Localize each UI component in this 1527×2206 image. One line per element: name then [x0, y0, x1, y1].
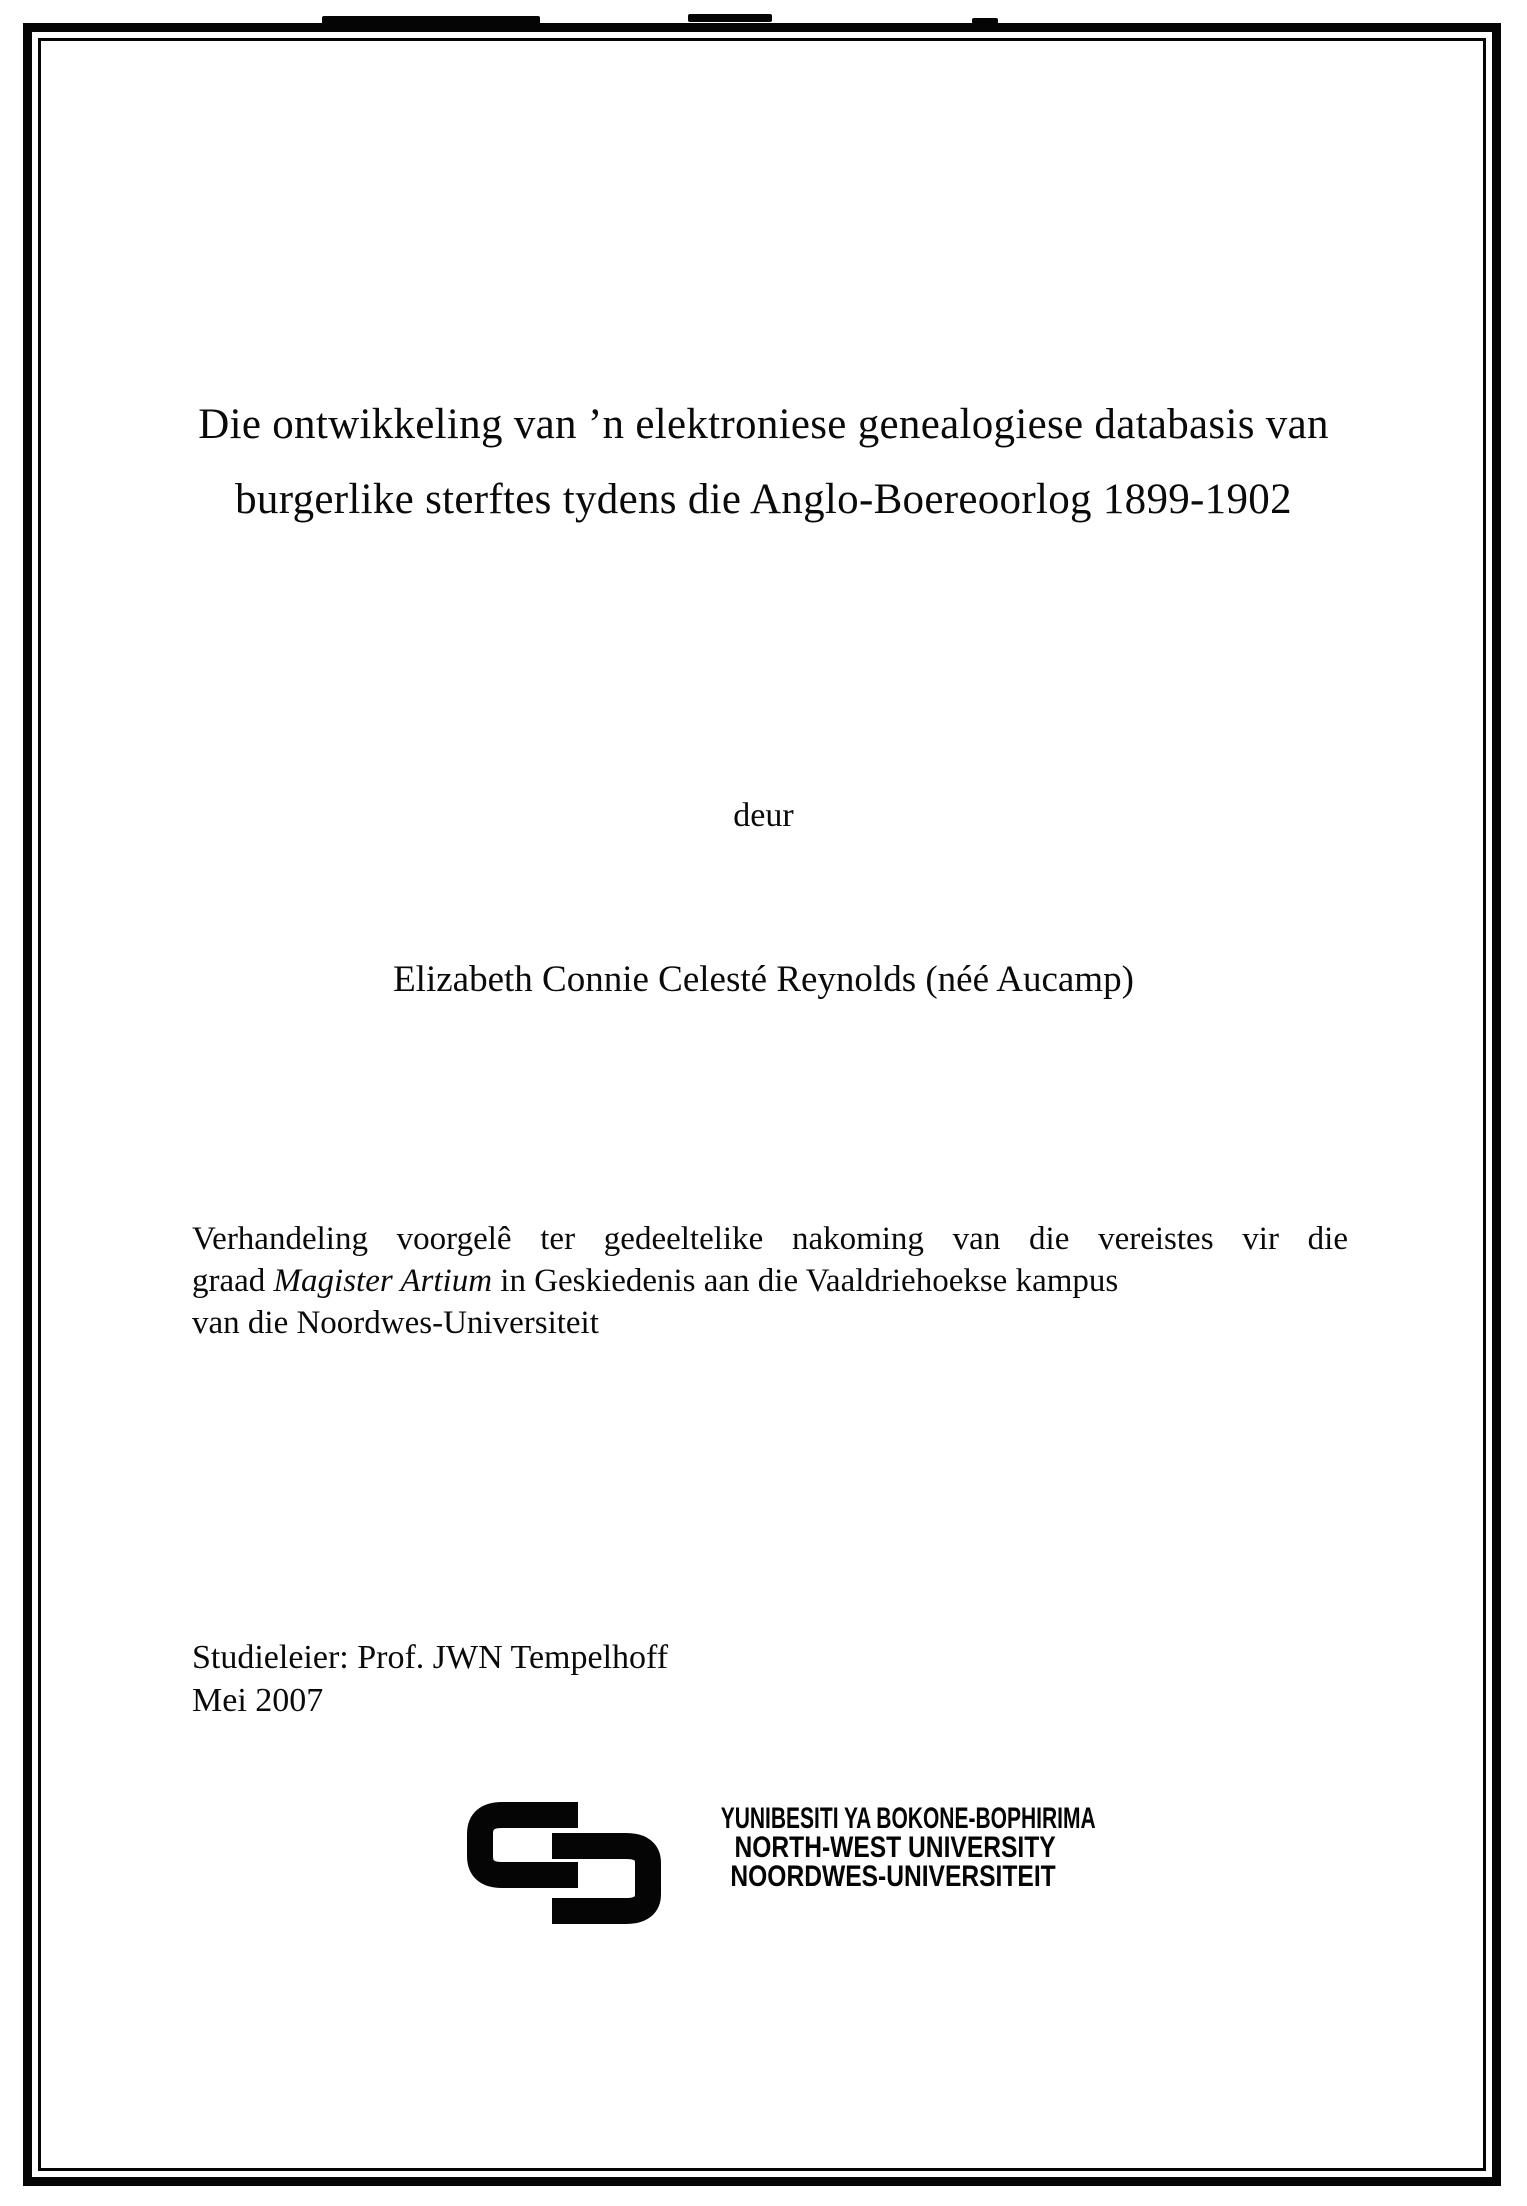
author-name: Elizabeth Connie Celesté Reynolds (néé Aucamp) [393, 959, 1134, 1000]
thesis-title-line1: Die ontwikkeling van ’n elektroniese genealogiese databasis van [198, 401, 1329, 448]
university-name-afrikaans: NOORDWES-UNIVERSITEIT [730, 1860, 1056, 1893]
thesis-title-line2: burgerlike sterftes tydens die Anglo-Boereoorlog 1899-1902 [235, 476, 1292, 523]
university-logo-text [560, 1802, 1096, 1893]
university-name-setswana: YUNIBESITI YA BOKONE-BOPHIRIMA [720, 1802, 1096, 1835]
degree-statement-line2-post: in Geskiedenis aan die Vaaldriehoekse kampus [492, 1263, 1119, 1299]
university-name-row [560, 1802, 1096, 1835]
university-name-english: NORTH-WEST UNIVERSITY [734, 1831, 1056, 1864]
date-line: Mei 2007 [192, 1682, 324, 1719]
supervisor-line: Studieleier: Prof. JWN Tempelhoff [192, 1639, 669, 1676]
degree-title-italic: Magister Artium [273, 1263, 493, 1299]
university-name-row [560, 1833, 1056, 1862]
supervisor-block [192, 1636, 668, 1722]
scan-artifact [322, 16, 540, 24]
degree-statement [192, 1218, 1348, 1344]
byline-label: deur [733, 797, 794, 834]
university-name-row [560, 1862, 1056, 1891]
degree-statement-line2-pre: graad [192, 1263, 274, 1299]
scan-artifact [972, 18, 998, 24]
degree-statement-line3: van die Noordwes-Universiteit [192, 1305, 599, 1341]
degree-statement-line1: Verhandeling voorgelê ter gedeeltelike nakoming van die vereistes vir die [192, 1221, 1348, 1257]
degree-statement-line2 [192, 1260, 1348, 1302]
thesis-title [100, 387, 1427, 537]
scan-artifact [688, 14, 772, 22]
